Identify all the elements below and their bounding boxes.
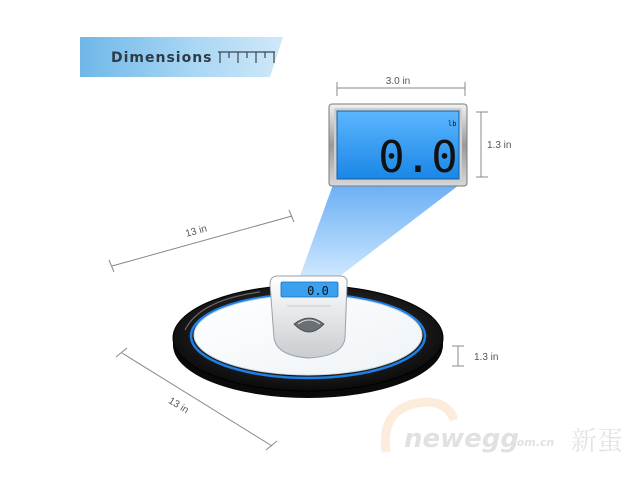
display-width-label: 3.0 in [385, 76, 411, 87]
scale-width-dimension [109, 210, 294, 272]
display-height-label: 1.3 in [487, 140, 512, 151]
scale-height-label: 1.3 in [474, 352, 499, 363]
scale-height-dimension [452, 346, 464, 366]
lcd-unit: lb [448, 120, 457, 128]
dimensions-banner [80, 37, 283, 77]
watermark-brand: newegg [404, 424, 520, 454]
mini-lcd-reading: 0.0 [307, 284, 329, 298]
newegg-watermark [385, 402, 623, 457]
dimensions-title: Dimensions [111, 50, 213, 66]
watermark-domain: .com.cn [506, 436, 555, 449]
scale-width-label: 13 in [184, 223, 209, 240]
scale-depth-label: 13 in [166, 395, 191, 417]
watermark-chinese: 新蛋 [571, 427, 624, 457]
display-zoom-beam [300, 182, 463, 276]
bathroom-scale [173, 276, 443, 398]
scale-display-housing [270, 276, 347, 358]
enlarged-lcd-display [329, 104, 467, 186]
lcd-reading: 0.0 [378, 132, 458, 183]
